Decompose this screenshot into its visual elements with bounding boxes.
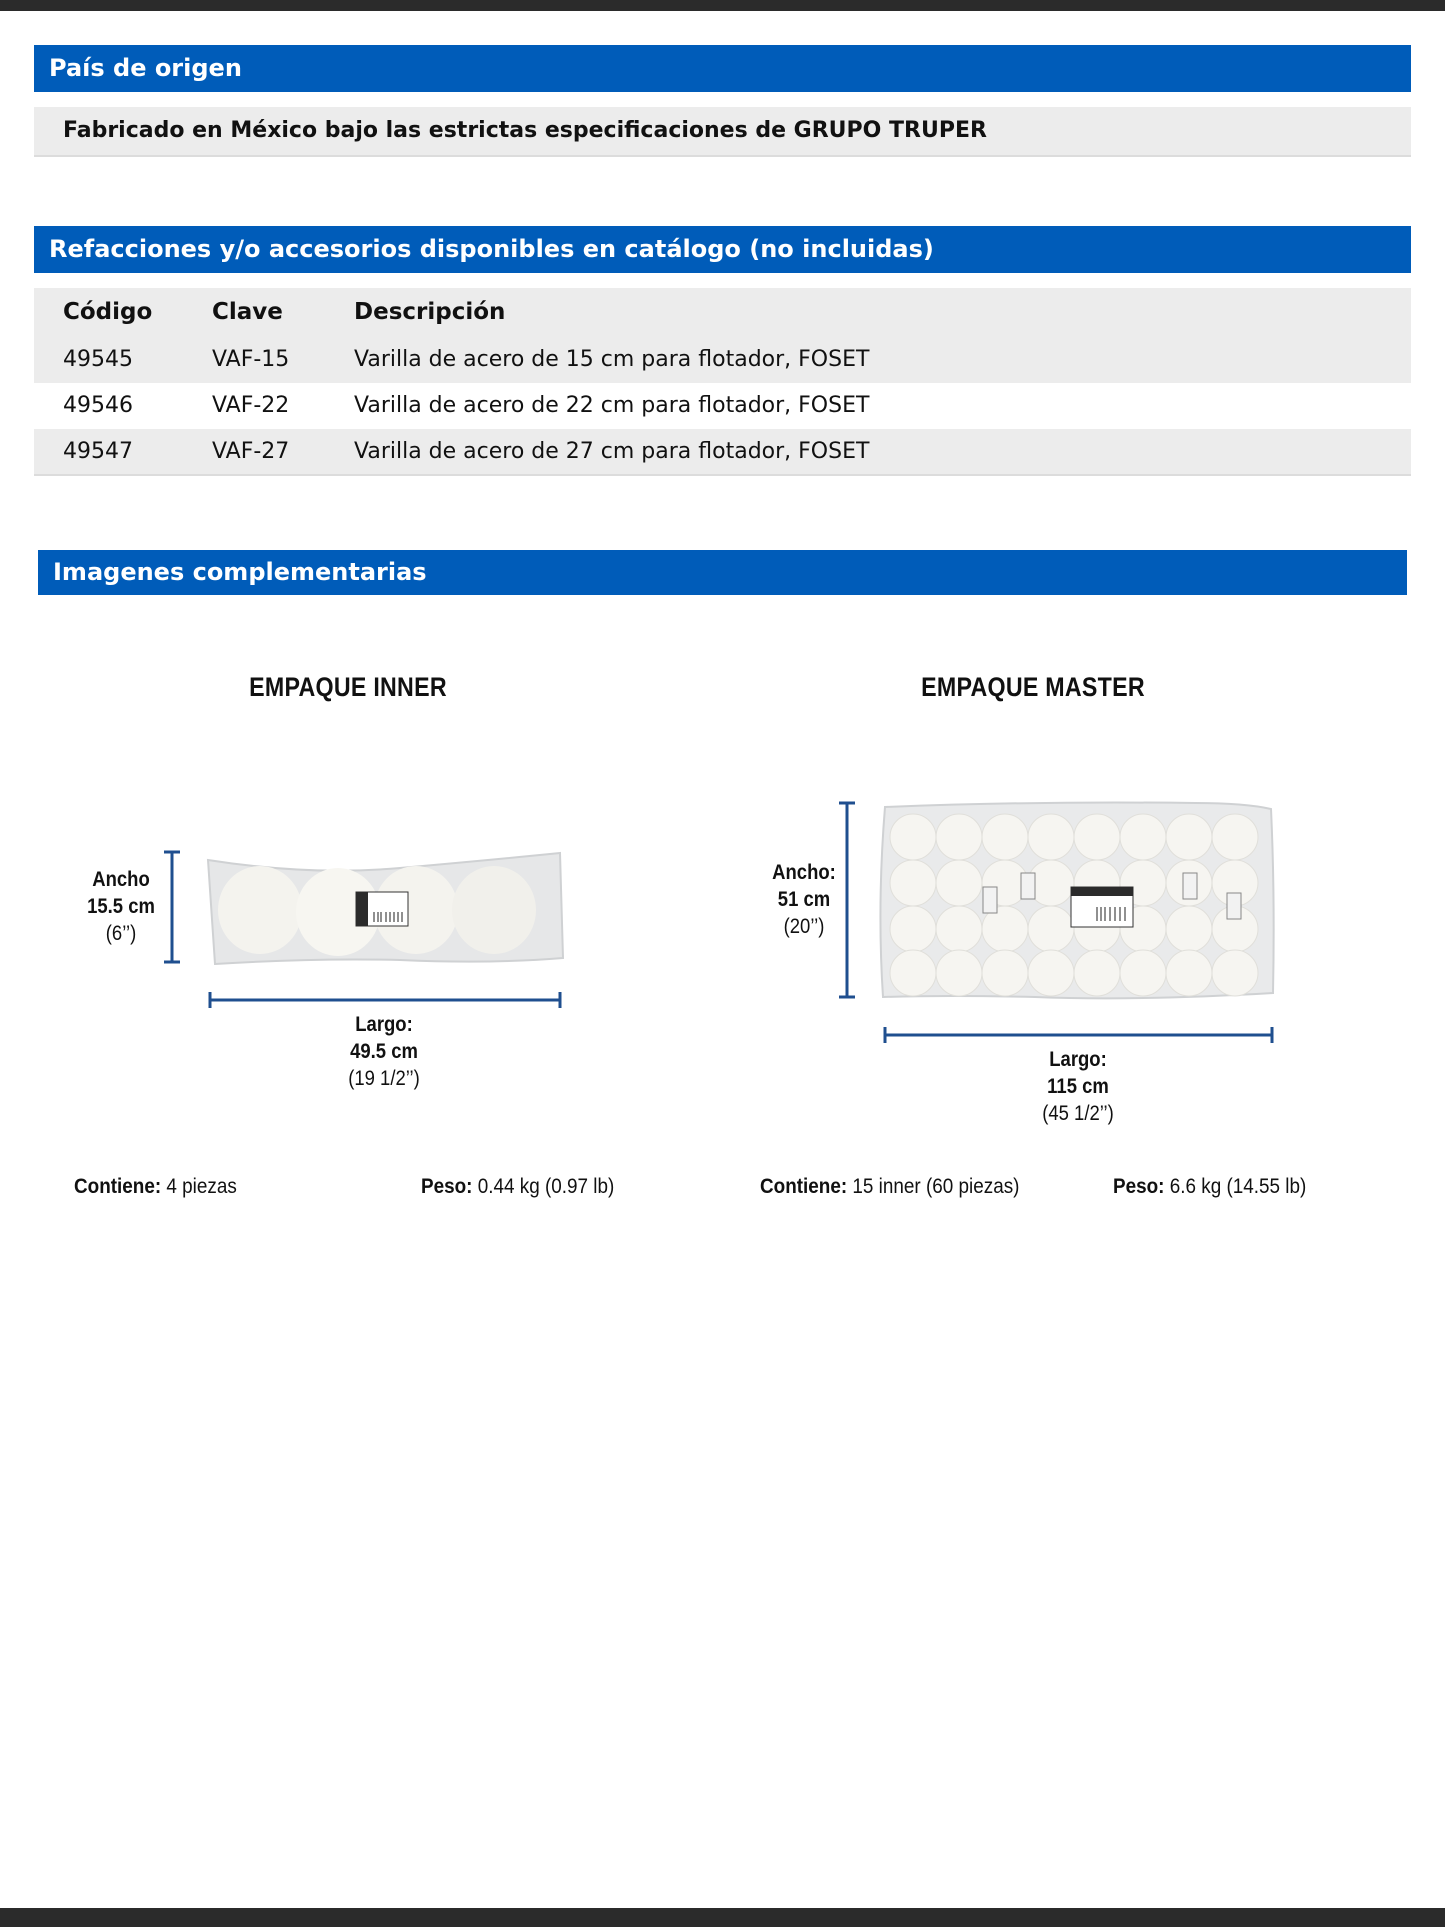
master-length-label	[1025, 1046, 1131, 1127]
cell-descripcion: Varilla de acero de 15 cm para flotador, FOSET	[354, 346, 870, 372]
inner-length-dimension-line	[210, 992, 560, 1008]
inner-weight-value: 0.44 kg (0.97 lb)	[477, 1175, 615, 1198]
master-width-metric: 51 cm	[777, 888, 831, 911]
master-length-imperial: (45 1/2’’)	[1042, 1102, 1114, 1125]
inner-width-metric: 15.5 cm	[87, 895, 155, 918]
parts-table	[34, 288, 1411, 476]
inner-weight	[421, 1175, 614, 1199]
cell-descripcion: Varilla de acero de 27 cm para flotador, FOSET	[354, 438, 870, 464]
cell-clave: VAF-27	[212, 438, 290, 464]
cell-codigo: 49545	[63, 346, 133, 372]
inner-pack-title: EMPAQUE INNER	[249, 672, 447, 702]
origin-section-header: País de origen	[34, 45, 1411, 92]
master-product-label-band	[1071, 887, 1133, 896]
master-contains	[760, 1175, 1019, 1199]
column-header-descripcion: Descripción	[354, 299, 506, 325]
inner-contains-value: 4 piezas	[166, 1175, 237, 1198]
inner-weight-label: Peso:	[421, 1175, 473, 1198]
cell-codigo: 49547	[63, 438, 133, 464]
master-width-label	[760, 859, 848, 940]
float-ball	[452, 866, 536, 954]
inner-width-label	[77, 866, 165, 947]
master-weight-label: Peso:	[1113, 1175, 1165, 1198]
master-length-dimension-line	[885, 1027, 1272, 1043]
inner-length-imperial: (19 1/2’’)	[348, 1067, 420, 1090]
inner-width-imperial: (6’’)	[105, 922, 137, 945]
images-section-header: Imagenes complementarias	[38, 550, 1407, 595]
cell-clave: VAF-15	[212, 346, 290, 372]
master-contains-label: Contiene:	[760, 1175, 848, 1198]
master-contains-value: 15 inner (60 piezas)	[852, 1175, 1020, 1198]
master-pack-image	[835, 795, 1285, 1045]
master-length-label-text: Largo:	[1049, 1048, 1107, 1071]
inner-contains	[74, 1175, 237, 1199]
product-label-band	[356, 892, 368, 926]
master-width-imperial: (20’’)	[783, 915, 825, 938]
parts-section-header: Refacciones y/o accesorios disponibles en catálogo (no incluidas)	[34, 226, 1411, 273]
float-ball	[218, 866, 302, 954]
bottom-bar	[0, 1908, 1445, 1927]
parts-table-header-row	[34, 288, 1411, 336]
master-pack-title: EMPAQUE MASTER	[921, 672, 1145, 702]
inner-width-label-text: Ancho	[92, 868, 150, 891]
table-row	[34, 383, 1411, 430]
master-weight	[1113, 1175, 1306, 1199]
cell-descripcion: Varilla de acero de 22 cm para flotador, FOSET	[354, 393, 870, 419]
inner-length-metric: 49.5 cm	[350, 1040, 418, 1063]
table-row	[34, 336, 1411, 383]
inner-length-label-text: Largo:	[355, 1013, 413, 1036]
inner-contains-label: Contiene:	[74, 1175, 162, 1198]
master-length-metric: 115 cm	[1047, 1075, 1109, 1098]
cell-codigo: 49546	[63, 393, 133, 419]
top-bar	[0, 0, 1445, 11]
column-header-clave: Clave	[212, 299, 283, 325]
inner-pack-image	[160, 840, 580, 1010]
column-header-codigo: Código	[63, 299, 153, 325]
cell-clave: VAF-22	[212, 393, 290, 419]
master-weight-value: 6.6 kg (14.55 lb)	[1169, 1175, 1307, 1198]
table-row	[34, 429, 1411, 476]
inner-length-label	[331, 1011, 437, 1092]
origin-text: Fabricado en México bajo las estrictas especificaciones de GRUPO TRUPER	[34, 107, 1411, 157]
master-width-label-text: Ancho:	[772, 861, 836, 884]
inner-width-dimension-line	[164, 852, 180, 962]
